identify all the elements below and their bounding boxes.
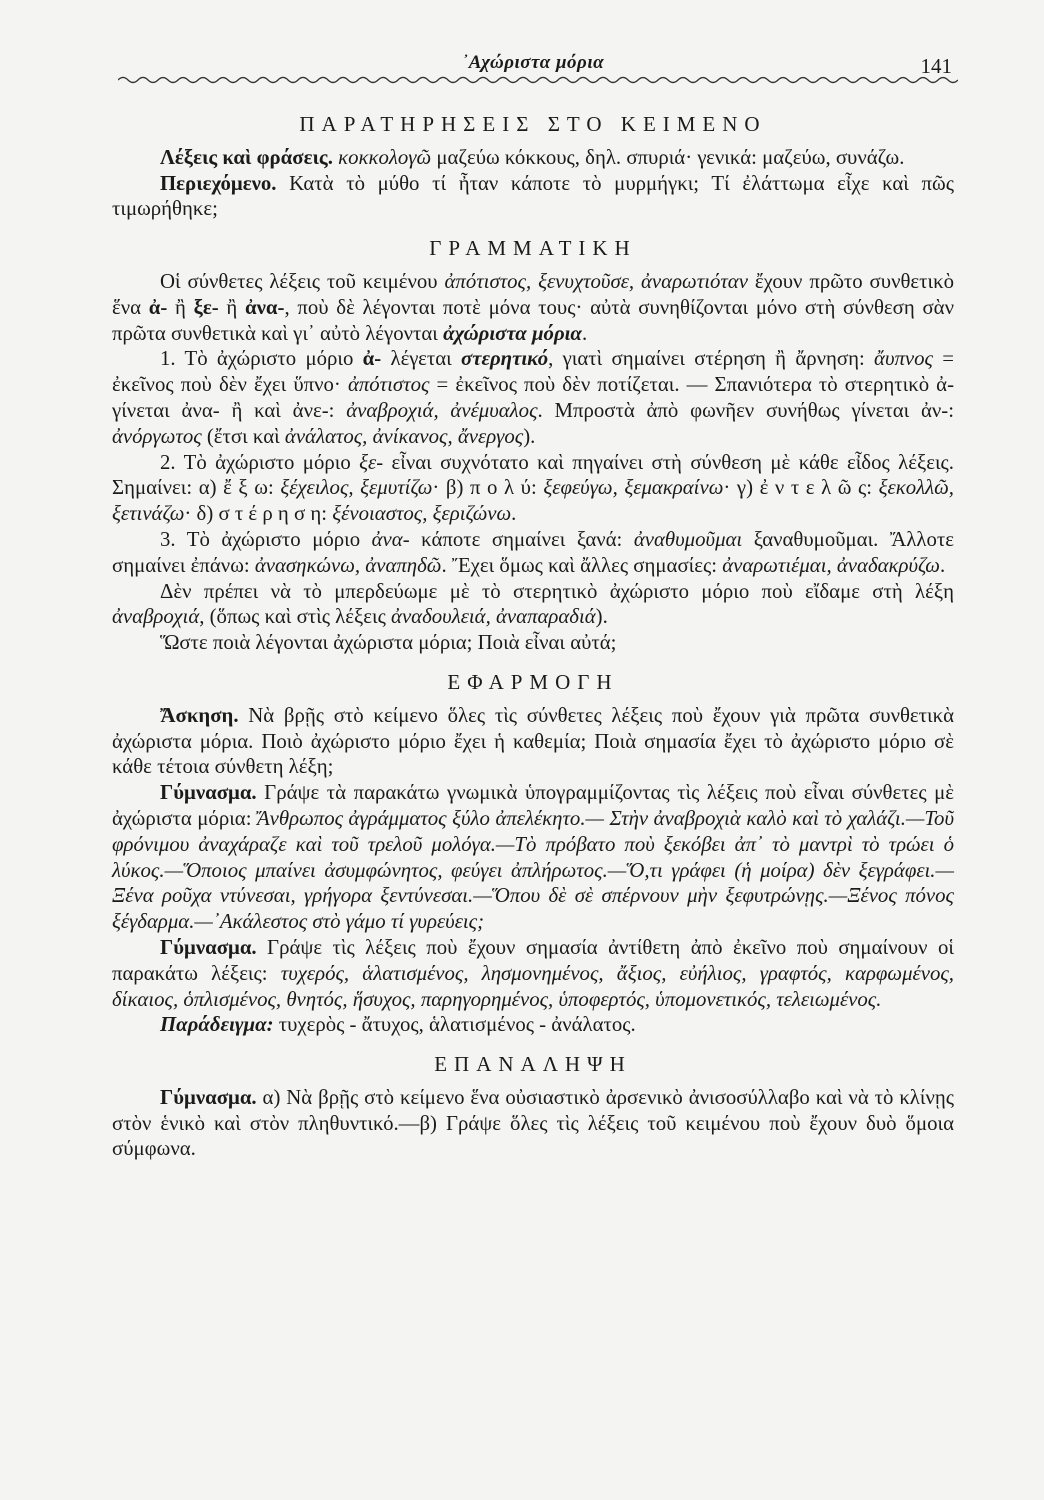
page-number: 141: [920, 54, 952, 78]
grammar-question: Ὥστε ποιὰ λέγονται ἀχώριστα μόρια; Ποιὰ εἶναι αὐτά;: [160, 631, 617, 655]
text-run: 3. Τὸ ἀχώριστο μόριο: [160, 527, 372, 551]
drill-label: Γύμνασμα.: [160, 1085, 257, 1109]
example-word: ἀπότιστος: [347, 373, 430, 397]
drill-text: α) Νὰ βρῇς στὸ κείμενο ἕνα οὐσιαστικὸ ἀρσενικὸ ἀνισοσύλλαβο καὶ νὰ τὸ κλίνῃς στὸν ἑνικὸ καὶ στὸν πληθυντικό.—β) Γράψε ὅλες τὶς λέξεις τοῦ κειμένου ποὺ ἔχουν δυὸ ὅμοια σύμφωνα.: [112, 1085, 954, 1161]
text-run: 1. Τὸ ἀχώριστο μόριο: [160, 347, 363, 371]
drill-sayings-paragraph: [112, 780, 954, 935]
text-run: Οἱ σύνθετες λέξεις τοῦ κειμένου: [160, 269, 445, 293]
term-inseparable-particles: ἀχώριστα μόρια: [443, 321, 582, 345]
example-words: ἀναρωτιέμαι, ἀναδακρύζω: [722, 553, 940, 577]
example-words: ξένοιαστος, ξεριζώνω: [332, 502, 512, 526]
remarks-content-label: Περιεχόμενο.: [160, 171, 277, 195]
remarks-heading: ΠΑΡΑΤΗΡΗΣΕΙΣ ΣΤΟ ΚΕΙΜΕΝΟ: [299, 112, 767, 136]
grammar-point-3: [112, 527, 954, 579]
text-run: . Ἔχει ὅμως καὶ ἄλλες σημασίες:: [441, 553, 723, 577]
text-run: = ἐκεῖνος ποὺ δὲν ἔχει ὕπνο·: [112, 347, 954, 397]
application-heading: ΕΦΑΡΜΟΓΗ: [447, 669, 619, 694]
text-run: λέγεται: [381, 347, 461, 371]
example-words: ξεκολλῶ, ξετινάζω: [112, 476, 955, 526]
drill-label: Γύμνασμα.: [160, 935, 257, 959]
drill-text: Γράψε τὰ παρακάτω γνωμικὰ ὑπογραμμίζοντας τὶς λέξεις ποὺ εἶναι σύνθετες μὲ ἀχώριστα μόρια:: [112, 781, 954, 830]
word-list: τυχερός, ἁλατισμένος, λησμονημένος, ἄξιος, εὐήλιος, γραφτός, καρφωμένος, δίκαιος, ὁπλισμένος, θνητός, ἥσυχος, παρηγορημένος, ὑποφερτός, ὑπομονετικός, τελειωμένος.: [112, 961, 954, 1011]
example-label: Παράδειγμα:: [160, 1013, 274, 1037]
wavy-rule: [118, 74, 958, 86]
text-run: ).: [523, 424, 536, 448]
grammar-point-2: [112, 450, 954, 527]
text-run: .: [939, 553, 946, 577]
grammar-intro-paragraph: [112, 269, 954, 346]
term-privative: στερητικό: [461, 347, 549, 371]
example-words: ξέχειλος, ξεμυτίζω: [280, 476, 433, 500]
text-run: ξαναθυμοῦμαι. Ἄλλοτε σημαίνει ἐπάνω:: [112, 527, 954, 577]
example-word: ἄυπνος: [874, 347, 933, 371]
particle-a: ἀ-: [362, 347, 382, 371]
example-words: ξεφεύγω, ξεμακραίνω: [543, 476, 724, 500]
text-run: κάποτε σημαίνει ξανά:: [409, 527, 634, 551]
sayings-list: Ἄνθρωπος ἀγράμματος ξύλο ἀπελέκητο.— Στὴν ἀναβροχιὰ καλὸ καὶ τὸ χαλάζι.—Τοῦ φρόνιμου ἀναχάραζε καὶ τοῦ τρελοῦ μολόγα.—Τὸ πρόβατο ποὺ ξεκόβει ἀπ᾿ τὸ μαντρὶ τὸ τρώει ὁ λύκος.—Ὅποιος μπαίνει ἀσυμφώνητος, φεύγει ἀπλήρωτος.—Ὅ,τι γράφει (ἡ μοίρα) δὲν ξεγράφει.—Ξένα ροῦχα ντύνεσαι, γρήγορα ξεντύνεσαι.—Ὅπου δὲ σὲ σπέρνουν μὴν ξεφυτρώνῃς.—Ξένος πόνος ξέγδαρμα.—᾿Ακάλεστος στὸ γάμο τί γυρεύεις;: [112, 806, 955, 934]
example-text: τυχερὸς - ἄτυχος, ἁλατισμένος - ἀνάλατος.: [273, 1013, 636, 1037]
example-words: ἀπότιστος, ξενυχτοῦσε, ἀναρωτιόταν: [444, 269, 748, 293]
remarks-words-term: κοκκολογῶ: [338, 145, 432, 169]
text-run: = ἐκεῖνος ποὺ δὲν ποτίζεται. — Σπανιότερα τὸ στερητικὸ ἀ- γίνεται ἀνα- ἢ καὶ ἀνε-:: [112, 373, 954, 422]
example-word: ἀνόργωτος: [112, 424, 202, 448]
revision-drill-paragraph: [112, 1085, 954, 1162]
text-run: , ποὺ δὲ λέγονται ποτὲ μόνα τους· αὐτὰ συνηθίζονται μόνο στὴ σύνθεση σὰν πρῶτα συνθετικὰ καὶ γι᾿ αὐτὸ λέγονται: [112, 295, 954, 345]
text-run: · β) π ο λ ύ:: [432, 476, 544, 500]
particle-ana: ἀνα-: [245, 295, 285, 319]
example-paragraph: [112, 1012, 954, 1038]
text-run: ).: [595, 605, 608, 629]
text-run: .: [581, 321, 588, 345]
particle-xe: ξε-: [193, 295, 219, 319]
text-run: , (ὅπως καὶ στὶς λέξεις: [199, 605, 392, 629]
remarks-content-paragraph: [112, 171, 954, 223]
text-run: 2. Τὸ ἀχώριστο μόριο: [160, 450, 360, 474]
exercise-label: Ἄσκηση.: [160, 703, 239, 727]
text-run: · γ) ἐ ν τ ε λ ῶ ς:: [723, 476, 879, 500]
remarks-words-text: μαζεύω κόκκους, δηλ. σπυριά· γενικά: μαζεύω, συνάζω.: [431, 145, 905, 169]
remarks-content-text: Κατὰ τὸ μύθο τί ἦταν κάποτε τὸ μυρμήγκι; Τί ἐλάττωμα εἶχε καὶ πῶς τιμωρήθηκε;: [112, 171, 954, 221]
particle-xe: ξε-: [359, 450, 384, 474]
running-head: [118, 40, 952, 80]
text-run: ἢ: [218, 295, 246, 319]
text-run: ἢ: [167, 295, 194, 319]
grammar-point-1: [112, 346, 954, 449]
text-run: ἔχουν πρῶτο συνθετικὸ ἕνα: [112, 269, 954, 319]
drill-label: Γύμνασμα.: [160, 781, 257, 805]
example-word: ἀναβροχιά: [112, 605, 200, 629]
example-words: ἀναβροχιά, ἀνέμυαλος: [346, 398, 538, 422]
remarks-words-paragraph: [112, 145, 954, 171]
text-run: Δὲν πρέπει νὰ τὸ μπερδεύωμε μὲ τὸ στερητικὸ ἀχώριστο μόριο ποὺ εἴδαμε στὴ λέξη: [160, 579, 954, 603]
drill-text: Γράψε τὶς λέξεις ποὺ ἔχουν σημασία ἀντίθετη ἀπὸ ἐκεῖνο ποὺ σημαίνουν οἱ παρακάτω λέξεις:: [112, 935, 954, 985]
remarks-words-label: Λέξεις καὶ φράσεις.: [160, 145, 333, 169]
text-run: · δ) σ τ έ ρ η σ η:: [184, 502, 333, 526]
exercise-text: Νὰ βρῇς στὸ κείμενο ὅλες τὶς σύνθετες λέξεις ποὺ ἔχουν γιὰ πρῶτα συνθετικὰ ἀχώριστα μόρια. Ποιὸ ἀχώριστο μόριο ἔχει ἡ καθεμία; Ποιὰ σημασία ἔχει τὸ ἀχώριστο μόριο σὲ κάθε τέτοια σύνθετη λέξη;: [112, 703, 954, 779]
example-words: ἀνασηκώνω, ἀναπηδῶ: [254, 553, 442, 577]
exercise-paragraph: [112, 703, 954, 780]
example-words: ἀναδουλειά, ἀναπαραδιά: [391, 605, 596, 629]
running-head-title: ᾿Αχώριστα μόρια: [461, 52, 605, 73]
particle-a: ἀ-: [148, 295, 168, 319]
text-run: , γιατὶ σημαίνει στέρηση ἢ ἄρνηση:: [548, 347, 875, 371]
revision-heading: ΕΠΑΝΑΛΗΨΗ: [434, 1052, 632, 1077]
text-run: (ἔτσι καὶ: [201, 424, 285, 448]
text-run: . Μπροστὰ ἀπὸ φωνῆεν συνήθως γίνεται ἀν-:: [537, 398, 955, 422]
text-run: εἶναι συχνότατο καὶ πηγαίνει στὴ σύνθεση μὲ κάθε εἶδος λέξεις. Σημαίνει: α) ἔ ξ ω:: [112, 450, 954, 500]
grammar-note: [112, 579, 954, 631]
text-run: .: [511, 502, 517, 526]
grammar-heading: ΓΡΑΜΜΑΤΙΚΗ: [429, 236, 637, 261]
page-body: [112, 112, 954, 1162]
example-words: ἀνάλατος, ἀνίκανος, ἄνεργος: [284, 424, 524, 448]
drill-antonyms-paragraph: [112, 935, 954, 1012]
particle-ana: ἀνα-: [371, 527, 410, 551]
example-word: ἀναθυμοῦμαι: [633, 527, 743, 551]
